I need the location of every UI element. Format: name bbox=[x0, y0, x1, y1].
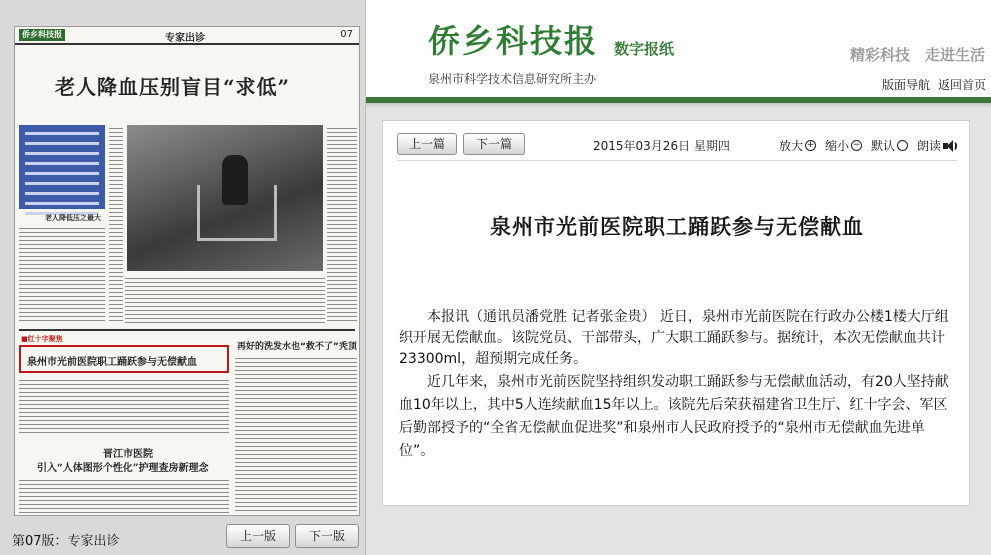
zoom-out-label: 缩小 bbox=[825, 139, 850, 153]
next-page-button[interactable]: 下一版 bbox=[295, 524, 359, 548]
page-preview-panel bbox=[0, 0, 366, 555]
next-article-button[interactable]: 下一篇 bbox=[463, 133, 525, 155]
paper-text-column bbox=[109, 125, 123, 323]
minus-circle-icon: − bbox=[852, 140, 861, 150]
article-paragraph: 近几年来，泉州市光前医院坚持组织发动职工踊跃参与无偿献血活动，有20人坚持献血10年以上，其中5人连续献血15年以上。该院先后荣获福建省卫生厅、红十字会、军区后勤部授予的“全省无偿献血促进奖”和泉州市人民政府授予的“泉州市无偿献血先进单位”。 bbox=[399, 374, 949, 459]
article-paragraph: 本报讯（通讯员潘党胜 记者张金贵） 近日，泉州市光前医院在行政办公楼1楼大厅组织开展无偿献血。该院党员、干部带头，广大职工踊跃参与。据统计，本次无偿献血共计23300ml，超预期完成任务。 bbox=[399, 309, 949, 367]
paper-column-tag: ■红十字聚焦 bbox=[21, 335, 63, 343]
paper-text-column bbox=[235, 355, 357, 513]
edition-label: 第07版：专家出诊 bbox=[12, 534, 120, 549]
layout-nav-link[interactable]: 版面导航 bbox=[882, 78, 931, 92]
speaker-icon bbox=[943, 140, 957, 152]
newspaper-page-thumbnail[interactable] bbox=[14, 26, 360, 516]
paper-story4-kicker: 晋江市医院 bbox=[103, 449, 153, 460]
paper-blue-box bbox=[19, 125, 105, 209]
brand-logo: 侨乡科技报 bbox=[428, 22, 599, 60]
zoom-in-button[interactable] bbox=[779, 137, 816, 154]
default-size-button[interactable] bbox=[871, 137, 908, 154]
plus-circle-icon: + bbox=[806, 140, 815, 150]
home-link[interactable]: 返回首页 bbox=[938, 78, 987, 92]
paper-text-column bbox=[19, 225, 105, 323]
circle-icon bbox=[897, 140, 908, 151]
prev-article-button[interactable]: 上一篇 bbox=[397, 133, 457, 155]
page-footer bbox=[0, 522, 366, 555]
paper-story2-title[interactable]: 泉州市光前医院职工踊跃参与无偿献血 bbox=[27, 357, 197, 368]
paper-photo bbox=[127, 125, 323, 271]
paper-main-title[interactable]: 老人降血压别盲目“求低” bbox=[55, 75, 291, 99]
paper-story4-title[interactable]: 引入“人体图形个性化”护理查房新理念 bbox=[37, 463, 209, 474]
slogan: 精彩科技 走进生活 bbox=[849, 46, 985, 64]
article-panel bbox=[382, 120, 970, 506]
read-aloud-label: 朗读 bbox=[917, 139, 942, 153]
paper-text-column bbox=[19, 477, 229, 515]
paper-divider bbox=[19, 329, 355, 331]
default-size-label: 默认 bbox=[871, 139, 896, 153]
paper-blue-caption: 老人降低压之最大 bbox=[45, 214, 101, 222]
article-headline: 泉州市光前医院职工踊跃参与无偿献血 bbox=[490, 214, 864, 239]
sponsor-line: 泉州市科学技术信息研究所主办 bbox=[428, 72, 597, 86]
paper-text-column bbox=[327, 125, 357, 323]
paper-story3-title[interactable]: 再好的洗发水也“救不了”秃顶 bbox=[237, 342, 357, 352]
issue-date: 2015年03月26日 星期四 bbox=[593, 139, 730, 153]
paper-page-number: 07 bbox=[340, 29, 353, 40]
paper-section-name: 专家出诊 bbox=[165, 33, 205, 44]
paper-header bbox=[15, 27, 359, 45]
paper-text-column bbox=[19, 377, 229, 435]
zoom-out-button[interactable] bbox=[825, 137, 862, 154]
read-aloud-button[interactable] bbox=[917, 137, 957, 154]
article-toolbar bbox=[397, 133, 957, 161]
paper-logo: 侨乡科技报 bbox=[19, 29, 65, 41]
brand-subtitle: 数字报纸 bbox=[614, 40, 675, 58]
masthead bbox=[366, 0, 991, 97]
zoom-in-label: 放大 bbox=[779, 139, 804, 153]
paper-text-column bbox=[125, 275, 325, 323]
prev-page-button[interactable]: 上一版 bbox=[226, 524, 290, 548]
